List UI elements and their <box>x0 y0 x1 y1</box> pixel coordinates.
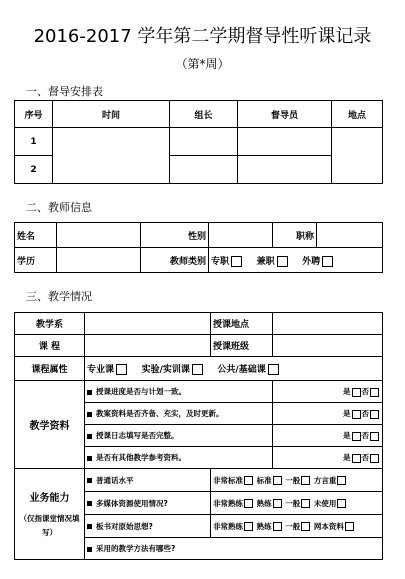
class-field[interactable] <box>273 335 383 357</box>
ability-options-2 <box>211 492 383 515</box>
bullet-icon <box>87 412 92 417</box>
education-label: 学历 <box>15 248 57 273</box>
attr-lab-label: 实验/实训课 <box>141 365 190 375</box>
materials-item-2-text: 教案资料是否齐备、充实，及时更新。 <box>96 409 224 418</box>
yes-label: 是 <box>343 453 351 462</box>
option-checkbox[interactable] <box>244 522 253 531</box>
ability-item-2 <box>85 492 211 515</box>
option-label: 一般 <box>285 521 301 531</box>
ability-item-3-text: 板书对原始思想? <box>96 521 153 531</box>
attr-public-label: 公共/基础课 <box>217 365 266 375</box>
ability-item-3 <box>85 515 211 538</box>
section3-heading: 三、教学情况 <box>26 290 92 303</box>
option-label: 熟练 <box>256 521 272 531</box>
place-field[interactable] <box>273 313 383 335</box>
class-label: 授课班级 <box>211 335 273 357</box>
bullet-icon <box>87 478 92 483</box>
option-label: 非常标准 <box>213 475 243 485</box>
external-checkbox[interactable] <box>322 256 333 267</box>
professional-checkbox[interactable] <box>116 364 127 375</box>
materials-item-2 <box>85 403 273 425</box>
option-checkbox[interactable] <box>273 476 282 485</box>
bullet-icon <box>87 390 92 395</box>
option-label: 一般 <box>285 475 301 485</box>
header-place: 地点 <box>332 101 383 128</box>
document-title: 2016-2017 学年第二学期督导性听课记录 <box>33 26 372 47</box>
ability-note: （仅指课堂情况填写） <box>19 513 80 537</box>
type-parttime-label: 兼职 <box>256 256 275 267</box>
course-attr-options <box>85 357 383 381</box>
section2-heading: 二、教师信息 <box>26 201 92 214</box>
title-label: 职称 <box>273 223 317 248</box>
bullet-icon <box>87 434 92 439</box>
materials-yes-no-2 <box>273 403 383 425</box>
row-index-2: 2 <box>15 156 53 184</box>
ability-item-1-text: 普通话水平 <box>96 475 134 485</box>
option-checkbox[interactable] <box>244 476 253 485</box>
course-attr-label: 课程属性 <box>15 357 85 381</box>
ability-item-2-text: 多媒体资源使用情况? <box>96 498 168 508</box>
gender-field[interactable] <box>209 223 273 248</box>
teaching-dept-field[interactable] <box>85 313 211 335</box>
yes-label: 是 <box>343 387 351 396</box>
no-label: 否 <box>361 409 369 418</box>
ability-options-1 <box>211 469 383 492</box>
parttime-checkbox[interactable] <box>277 256 288 267</box>
option-checkbox[interactable] <box>273 522 282 531</box>
fulltime-checkbox[interactable] <box>231 256 242 267</box>
ability-item-4 <box>85 538 383 560</box>
place-label: 授课地点 <box>211 313 273 335</box>
name-field[interactable] <box>57 223 141 248</box>
ability-item-4-text: 采用的教学方法有哪些? <box>96 544 176 553</box>
header-leader: 组长 <box>170 101 238 128</box>
option-checkbox[interactable] <box>301 522 310 531</box>
yes-checkbox[interactable] <box>352 454 361 463</box>
attr-professional-label: 专业课 <box>87 365 115 375</box>
teacher-info-table <box>14 222 383 273</box>
option-label: 非常熟练 <box>213 521 243 531</box>
option-label: 熟练 <box>256 498 272 508</box>
option-checkbox[interactable] <box>337 499 346 508</box>
bullet-icon <box>87 547 92 552</box>
no-checkbox[interactable] <box>370 432 379 441</box>
name-label: 姓名 <box>15 223 57 248</box>
materials-item-4 <box>85 447 273 469</box>
option-label: 未使用 <box>313 498 337 508</box>
materials-yes-no-1 <box>273 381 383 403</box>
materials-item-1 <box>85 381 273 403</box>
option-label: 标准 <box>256 475 272 485</box>
leader-cell-1[interactable] <box>170 128 238 156</box>
option-checkbox[interactable] <box>244 499 253 508</box>
option-checkbox[interactable] <box>345 522 354 531</box>
no-label: 否 <box>361 387 369 396</box>
type-fulltime-label: 专职 <box>211 256 230 267</box>
bullet-icon <box>87 524 92 529</box>
no-checkbox[interactable] <box>370 388 379 397</box>
no-label: 否 <box>361 431 369 440</box>
materials-item-4-text: 是否有其他教学参考资料。 <box>96 453 186 462</box>
bullet-icon <box>87 456 92 461</box>
supervisor-cell-2[interactable] <box>238 156 332 184</box>
education-field[interactable] <box>57 248 141 273</box>
ability-options-3 <box>211 515 383 538</box>
header-supervisor: 督导员 <box>238 101 332 128</box>
section1-heading: 一、督导安排表 <box>26 85 103 98</box>
title-field[interactable] <box>317 223 383 248</box>
course-label: 课 程 <box>15 335 85 357</box>
public-checkbox[interactable] <box>268 364 279 375</box>
place-cell[interactable] <box>332 128 383 184</box>
type-external-label: 外聘 <box>302 256 321 267</box>
ability-label: 业务能力 <box>29 492 70 504</box>
option-label: 网本资料 <box>313 521 344 531</box>
option-checkbox[interactable] <box>301 476 310 485</box>
yes-label: 是 <box>343 409 351 418</box>
no-checkbox[interactable] <box>370 410 379 419</box>
lab-checkbox[interactable] <box>192 364 203 375</box>
time-cell[interactable] <box>53 128 170 184</box>
course-field[interactable] <box>85 335 211 357</box>
option-checkbox[interactable] <box>301 499 310 508</box>
teaching-dept-label: 教学系 <box>15 313 85 335</box>
option-checkbox[interactable] <box>273 499 282 508</box>
yes-checkbox[interactable] <box>352 388 361 397</box>
option-label: 方言重 <box>313 475 337 485</box>
no-label: 否 <box>361 453 369 462</box>
yes-checkbox[interactable] <box>352 410 361 419</box>
materials-yes-no-4 <box>273 447 383 469</box>
materials-item-3-text: 授课日志填写是否完整。 <box>96 431 179 440</box>
ability-item-1 <box>85 469 211 492</box>
week-subtitle: （第*周） <box>175 57 230 71</box>
option-label: 非常熟练 <box>213 498 243 508</box>
bullet-icon <box>87 501 92 506</box>
option-label: 一般 <box>285 498 301 508</box>
yes-checkbox[interactable] <box>352 432 361 441</box>
teacher-type-label: 教师类别 <box>141 248 209 273</box>
materials-yes-no-3 <box>273 425 383 447</box>
no-checkbox[interactable] <box>370 454 379 463</box>
materials-item-1-text: 授课进度是否与计划一致。 <box>96 387 186 396</box>
leader-cell-2[interactable] <box>170 156 238 184</box>
yes-label: 是 <box>343 431 351 440</box>
supervisor-cell-1[interactable] <box>238 128 332 156</box>
schedule-table <box>14 100 383 184</box>
header-time: 时间 <box>53 101 170 128</box>
option-checkbox[interactable] <box>337 476 346 485</box>
teacher-type-options <box>209 248 383 273</box>
ability-label-cell <box>15 469 85 560</box>
materials-item-3 <box>85 425 273 447</box>
header-index: 序号 <box>15 101 53 128</box>
teaching-table <box>14 312 383 560</box>
row-index-1: 1 <box>15 128 53 156</box>
gender-label: 性别 <box>141 223 209 248</box>
materials-label: 教学资料 <box>15 381 85 469</box>
